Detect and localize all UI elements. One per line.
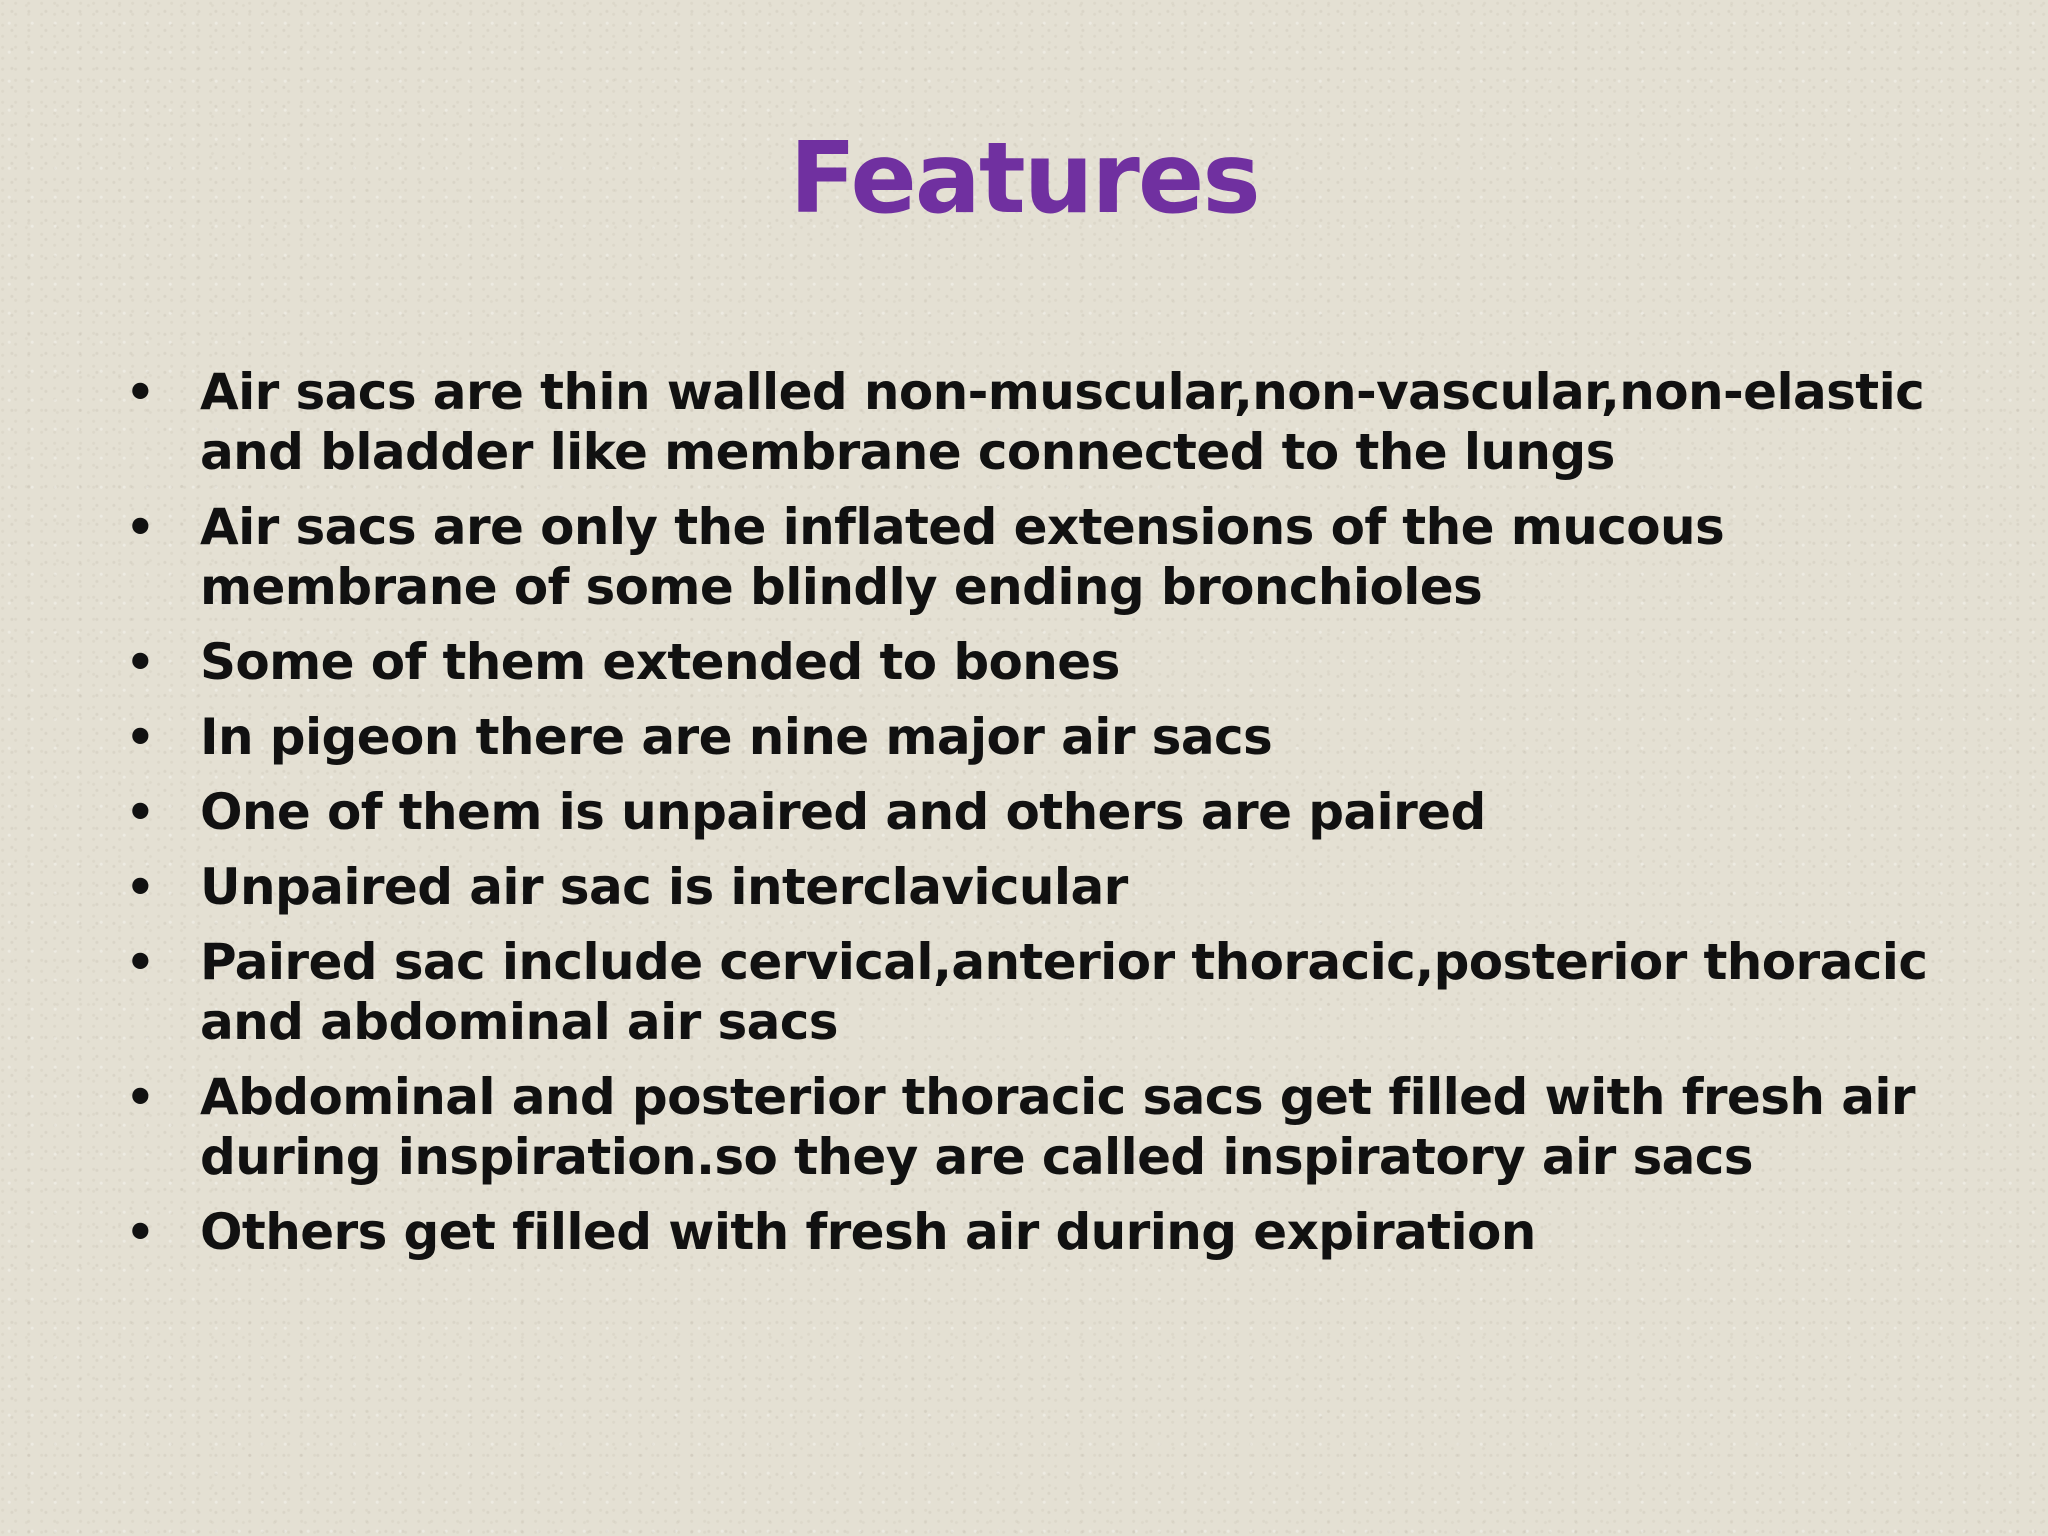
bullet-icon: •: [125, 710, 155, 764]
bullet-text: Air sacs are only the inflated extensions of the mucous membrane of some blindly ending bronchioles: [200, 498, 1725, 616]
bullet-item: [120, 362, 1960, 482]
bullet-text: Air sacs are thin walled non-muscular,non-vascular,non-elastic and bladder like membrane connected to the lungs: [200, 363, 1925, 481]
bullet-icon: •: [125, 935, 155, 989]
bullet-icon: •: [125, 635, 155, 689]
bullet-text: One of them is unpaired and others are paired: [200, 783, 1486, 841]
bullet-text: Unpaired air sac is interclavicular: [200, 858, 1128, 916]
slide-title: Features: [789, 122, 1259, 236]
bullet-icon: •: [125, 365, 155, 419]
bullet-item: [120, 1202, 1960, 1262]
bullet-icon: •: [125, 1205, 155, 1259]
bullet-icon: •: [125, 500, 155, 554]
bullet-item: [120, 1067, 1960, 1187]
bullet-list: [120, 362, 1960, 1277]
bullet-item: [120, 497, 1960, 617]
bullet-icon: •: [125, 785, 155, 839]
bullet-item: [120, 632, 1960, 692]
bullet-item: [120, 782, 1960, 842]
bullet-text: Abdominal and posterior thoracic sacs get filled with fresh air during inspiration.so they are called inspiratory air sacs: [200, 1068, 1915, 1186]
bullet-text: Paired sac include cervical,anterior thoracic,posterior thoracic and abdominal air sacs: [200, 933, 1928, 1051]
bullet-item: [120, 932, 1960, 1052]
bullet-icon: •: [125, 860, 155, 914]
bullet-icon: •: [125, 1070, 155, 1124]
bullet-item: [120, 857, 1960, 917]
bullet-text: Some of them extended to bones: [200, 633, 1120, 691]
bullet-text: In pigeon there are nine major air sacs: [200, 708, 1273, 766]
bullet-text: Others get filled with fresh air during expiration: [200, 1203, 1536, 1261]
bullet-item: [120, 707, 1960, 767]
